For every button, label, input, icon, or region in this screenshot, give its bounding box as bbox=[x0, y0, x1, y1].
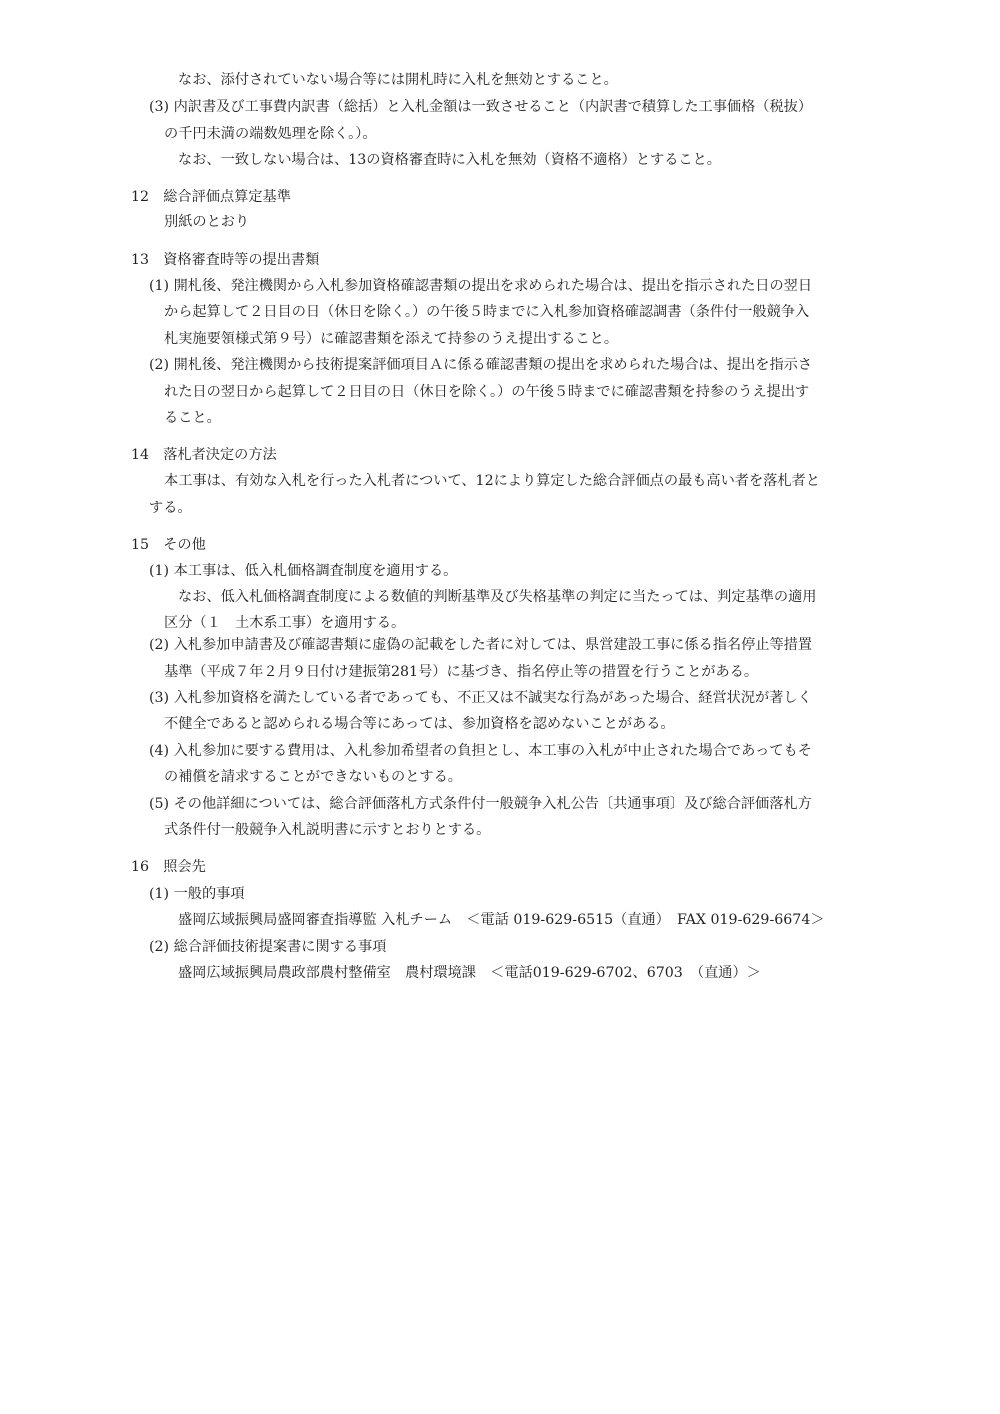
section-15-item-2-line-1: (2) 入札参加申請書及び確認書類に虚偽の記載をした者に対しては、県営建設工事に係る指名停止等措置 bbox=[149, 637, 813, 653]
section-13-item-2-line-3: ること。 bbox=[164, 410, 221, 426]
section-15-item-1-line-1: (1) 本工事は、低入札価格調査制度を適用する。 bbox=[149, 563, 458, 579]
section-15-item-1-line-3: 区分（１ 土木系工事）を適用する。 bbox=[164, 615, 406, 631]
section-16-item-2-line-1: (2) 総合評価技術提案書に関する事項 bbox=[149, 939, 387, 955]
section-15-item-4-line-1: (4) 入札参加に要する費用は、入札参加希望者の負担とし、本工事の入札が中止された場合であってもそ bbox=[149, 743, 812, 759]
section-13-item-2-line-1: (2) 開札後、発注機関から技術提案評価項目Ａに係る確認書類の提出を求められた場合は、提出を指示さ bbox=[149, 357, 813, 373]
section-14-line-1: 本工事は、有効な入札を行った入札者について、12により算定した総合評価点の最も高い者を落札者と bbox=[164, 473, 820, 489]
section-15-item-5-line-1: (5) その他詳細については、総合評価落札方式条件付一般競争入札公告〔共通事項〕及び総合評価落札方 bbox=[149, 796, 812, 812]
section-14-line-2: する。 bbox=[149, 500, 192, 516]
section-16-contact-2: 盛岡広域振興局農政部農村整備室 農村環境課 ＜電話019-629-6702、6703 （直通）＞ bbox=[178, 965, 761, 981]
item-3-line-1: (3) 内訳書及び工事費内訳書（総括）と入札金額は一致させること（内訳書で積算した工事価格（税抜） bbox=[149, 99, 813, 115]
section-15-item-2-line-2: 基準（平成７年２月９日付け建振第281号）に基づき、指名停止等の措置を行うことがある。 bbox=[164, 664, 759, 680]
section-13-item-1-line-1: (1) 開札後、発注機関から入札参加資格確認書類の提出を求められた場合は、提出を指示された日の翌日 bbox=[149, 278, 813, 294]
section-16-item-1-line-1: (1) 一般的事項 bbox=[149, 886, 245, 902]
item-3-line-2: の千円未満の端数処理を除く。）。 bbox=[164, 126, 377, 142]
item-3-line-3: なお、一致しない場合は、13の資格審査時に入札を無効（資格不適格）とすること。 bbox=[178, 152, 721, 168]
section-15-item-4-line-2: の補償を請求することができないものとする。 bbox=[164, 769, 462, 785]
section-13-heading: 13 資格審査時等の提出書類 bbox=[131, 252, 320, 268]
section-12-body: 別紙のとおり bbox=[164, 214, 250, 230]
intro-note-line: なお、添付されていない場合等には開札時に入札を無効とすること。 bbox=[178, 72, 618, 88]
section-14-heading: 14 落札者決定の方法 bbox=[131, 447, 277, 463]
section-15-heading: 15 その他 bbox=[131, 537, 206, 553]
section-15-item-3-line-2: 不健全であると認められる場合等にあっては、参加資格を認めないことがある。 bbox=[164, 716, 675, 732]
section-16-heading: 16 照会先 bbox=[131, 859, 206, 875]
section-13-item-1-line-2: から起算して２日目の日（休日を除く。）の午後５時までに入札参加資格確認調書（条件付一般競争入 bbox=[164, 304, 810, 320]
section-16-contact-1: 盛岡広域振興局盛岡審査指導監 入札チーム ＜電話 019-629-6515（直通） FAX 019-629-6674＞ bbox=[178, 912, 825, 928]
section-12-heading: 12 総合評価点算定基準 bbox=[131, 189, 291, 205]
section-13-item-2-line-2: れた日の翌日から起算して２日目の日（休日を除く。）の午後５時までに確認書類を持参のうえ提出す bbox=[164, 384, 810, 400]
section-15-item-3-line-1: (3) 入札参加資格を満たしている者であっても、不正又は不誠実な行為があった場合、経営状況が著しく bbox=[149, 690, 812, 706]
section-15-item-5-line-2: 式条件付一般競争入札説明書に示すとおりとする。 bbox=[164, 822, 491, 838]
section-15-item-1-line-2: なお、低入札価格調査制度による数値的判断基準及び失格基準の判定に当たっては、判定基準の適用 bbox=[178, 589, 817, 605]
section-13-item-1-line-3: 札実施要領様式第９号）に確認書類を添えて持参のうえ提出すること。 bbox=[164, 331, 619, 347]
